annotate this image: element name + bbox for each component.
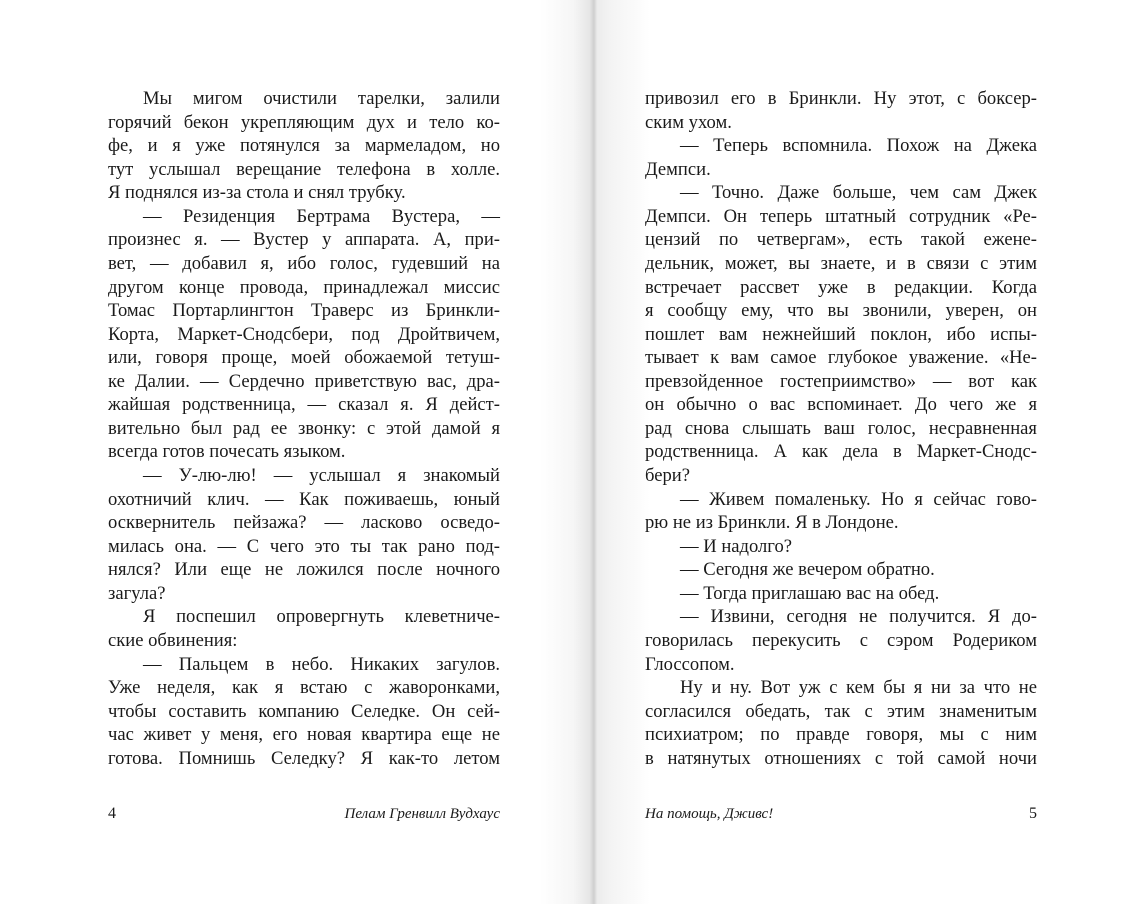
text-line: Демпси. Он теперь штатный сотрудник «Ре- — [645, 205, 1037, 227]
text-line: рю не из Бринкли. Я в Лондоне. — [645, 512, 899, 534]
text-line: — У-лю-лю! — услышал я знакомый — [143, 465, 500, 486]
text-line: ским ухом. — [645, 111, 732, 133]
text-line: загула? — [108, 582, 166, 604]
text-line: Томас Портарлингтон Траверс из Бринкли- — [108, 300, 500, 322]
text-line: родственница. А как дела в Маркет-Снодс- — [645, 441, 1037, 463]
page-body — [645, 87, 1037, 770]
text-line: Я поспешил опровергнуть клеветниче- — [143, 606, 500, 628]
text-line: Глоссопом. — [645, 653, 735, 675]
text-line: привозил его в Бринкли. Ну этот, с боксер- — [645, 88, 1037, 109]
text-line: психиатром; по правде говоря, мы с ним — [645, 724, 1037, 746]
page-footer — [108, 803, 500, 825]
text-line: дельник, может, вы знаете, и в связи с этим — [645, 252, 1037, 274]
text-line: чтобы составить компанию Селедке. Он сей- — [108, 700, 500, 722]
text-line: он обычно о вас вспоминает. До чего же я — [645, 394, 1037, 416]
text-line: вительно был рад ее звонку: с этой дамой я — [108, 417, 500, 439]
text-line: согласился обедать, так с этим знаменитым — [645, 700, 1037, 722]
text-line: встречает рассвет уже в редакции. Когда — [645, 276, 1037, 298]
page-number: 5 — [1029, 805, 1037, 822]
text-line: ке Далии. — Сердечно приветствую вас, дра- — [108, 370, 500, 392]
text-line: час живет у меня, его новая квартира еще не — [108, 724, 500, 746]
text-line: я сообщу ему, что вы звонили, уверен, он — [645, 300, 1037, 322]
text-line: Я поднялся из-за стола и снял трубку. — [108, 182, 406, 204]
text-line: цензий по четвергам», есть такой ежене- — [645, 229, 1037, 251]
text-line: готова. Помнишь Селедку? Я как-то летом — [108, 747, 500, 769]
text-line: вет, — добавил я, ибо голос, гудевший на — [108, 252, 500, 274]
running-head-title: На помощь, Дживс! — [645, 806, 774, 822]
text-line: — И надолго? — [680, 535, 793, 557]
text-line: говорилась перекусить с сэром Родериком — [645, 629, 1037, 651]
text-line: Ну и ну. Вот уж с кем бы я ни за что не — [680, 677, 1037, 699]
text-line: осквернитель пейзажа? — ласково осведо- — [108, 512, 500, 534]
text-line: Демпси. — [645, 158, 711, 180]
text-line: — Пальцем в небо. Никаких загулов. — [143, 653, 500, 675]
text-line: — Точно. Даже больше, чем сам Джек — [680, 182, 1037, 204]
text-line: — Извини, сегодня не получится. Я до- — [680, 606, 1037, 628]
text-line: превзойденное гостеприимство» — вот как — [645, 370, 1037, 392]
text-line: бери? — [645, 465, 690, 486]
running-head-author: Пелам Гренвилл Вудхаус — [344, 806, 500, 822]
text-line: или, говоря проще, моей обожаемой тетуш- — [108, 347, 500, 369]
text-line: в натянутых отношениях с той самой ночи — [645, 747, 1037, 769]
text-line: — Резиденция Бертрама Вустера, — — [143, 205, 500, 227]
text-line: пошлет вам нежнейший поклон, ибо испы- — [645, 323, 1037, 345]
text-line: милась она. — С чего это ты так рано под- — [108, 535, 500, 557]
text-line: Корта, Маркет-Снодсбери, под Дройтвичем, — [108, 323, 500, 345]
left-page — [108, 0, 500, 904]
text-line: — Сегодня же вечером обратно. — [680, 559, 935, 581]
text-line: — Живем помаленьку. Но я сейчас гово- — [680, 488, 1037, 510]
text-line: жайшая родственница, — сказал я. Я дейст- — [108, 394, 500, 416]
text-line: рад снова слышать ваш голос, несравненная — [645, 417, 1037, 439]
text-line: нялся? Или еще не ложился после ночного — [108, 559, 500, 581]
text-line: Уже неделя, как я встаю с жаворонками, — [108, 677, 500, 699]
book-gutter-shadow — [540, 0, 650, 904]
text-line: — Теперь вспомнила. Похож на Джека — [680, 135, 1037, 157]
text-line: ские обвинения: — [108, 629, 238, 651]
text-line: — Тогда приглашаю вас на обед. — [680, 582, 940, 604]
text-line: другом конце провода, принадлежал миссис — [108, 276, 500, 298]
page-number: 4 — [108, 805, 116, 822]
text-line: произнес я. — Вустер у аппарата. А, при- — [108, 229, 500, 251]
text-line: охотничий клич. — Как поживаешь, юный — [108, 488, 500, 510]
text-line: горячий бекон укрепляющим дух и тело ко- — [108, 111, 500, 133]
text-line: фе, и я уже потянулся за мармеладом, но — [108, 135, 500, 157]
text-line: тут услышал верещание телефона в холле. — [108, 158, 500, 180]
text-line: тывает к вам самое глубокое уважение. «Не- — [645, 347, 1037, 369]
right-page — [645, 0, 1037, 904]
text-line: Мы мигом очистили тарелки, залили — [143, 88, 500, 109]
text-line: всегда готов почесать языком. — [108, 441, 346, 463]
page-footer — [645, 803, 1037, 825]
page-body — [108, 87, 500, 770]
